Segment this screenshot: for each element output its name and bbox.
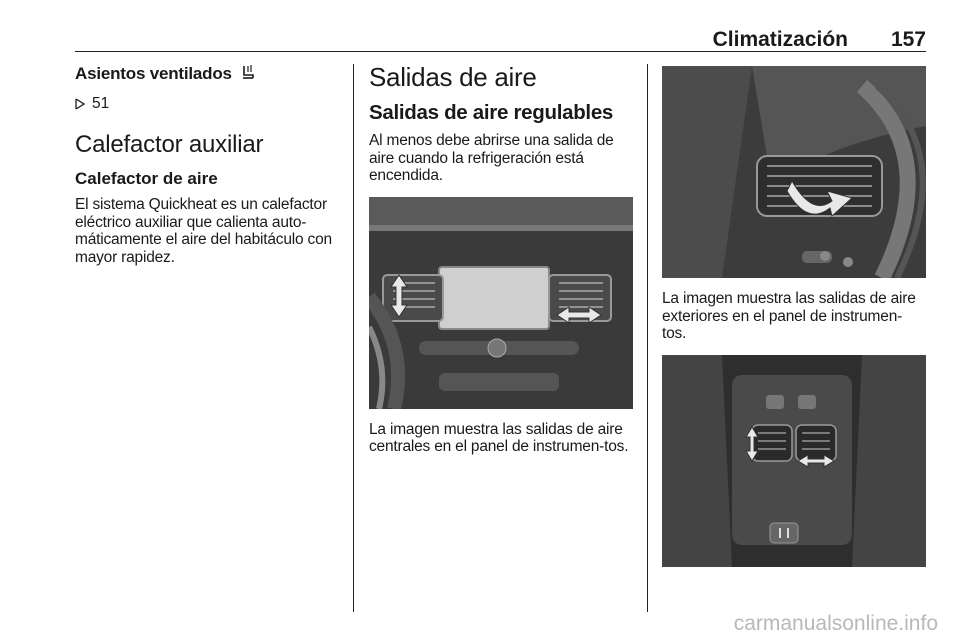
column-middle	[369, 64, 633, 456]
subsection-title-adjustable-vents: Salidas de aire regulables	[369, 101, 614, 124]
cross-reference-page: 51	[92, 95, 110, 112]
central-vents-image	[369, 197, 633, 409]
column-left	[75, 64, 343, 266]
ventilated-seats-heading-text: Asientos ventilados	[75, 64, 232, 83]
vents-paragraph: Al menos debe abrirse una salida de aire cuando la refrigeración está encendida.	[369, 132, 614, 184]
watermark: carmanualsonline.info	[733, 612, 938, 635]
cross-reference-arrow-icon	[75, 98, 86, 110]
cross-reference[interactable]	[75, 95, 343, 113]
outer-vents-image	[662, 66, 926, 278]
column-divider	[647, 64, 648, 612]
page-number: 157	[890, 28, 926, 51]
central-vents-caption: La imagen muestra las salidas de aire centrales en el panel de instrumen-tos.	[369, 420, 629, 455]
section-title-auxiliary-heater: Calefactor auxiliar	[75, 131, 264, 158]
chapter-title: Climatización	[712, 28, 848, 51]
column-divider	[353, 64, 354, 612]
outer-vents-caption: La imagen muestra las salidas de aire exteriores en el panel de instrumen-tos.	[662, 290, 916, 342]
rear-vents-image	[662, 355, 926, 567]
section-title-air-vents: Salidas de aire	[369, 62, 537, 92]
subsection-title-air-heater: Calefactor de aire	[75, 169, 218, 188]
ventilated-seats-heading	[75, 64, 343, 84]
column-right	[662, 64, 926, 567]
page-header	[75, 28, 926, 52]
quickheat-paragraph: El sistema Quickheat es un calefactor eléctrico auxiliar que calienta auto-máticamente el aire del habitáculo con mayor rapidez.	[75, 196, 332, 266]
ventilated-seat-icon	[240, 64, 256, 81]
